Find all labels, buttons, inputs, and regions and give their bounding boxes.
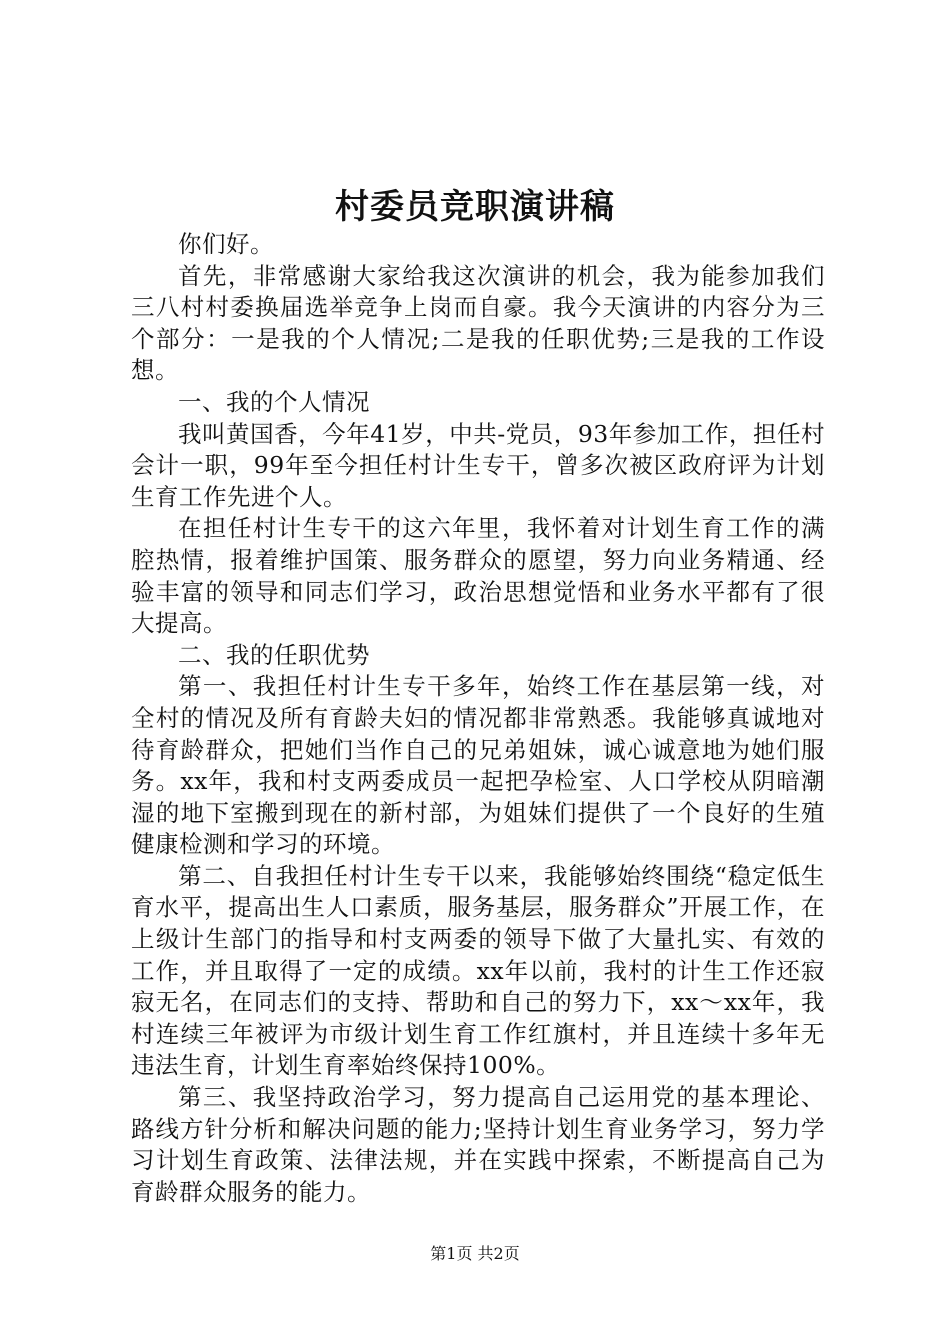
paragraph-greeting: 你们好。 <box>178 230 274 258</box>
paragraph-advantage-3: 第三、我坚持政治学习，努力提高自己运用党的基本理论、路线方针分析和解决问题的能力;坚持计划生育业务学习，努力学习计划生育政策、法律法规，并在实践中探索，不断提高自己为育龄群众服务的能力。 <box>131 1083 825 1206</box>
document-title: 村委员竞职演讲稿 <box>335 187 615 227</box>
paragraph-advantage-2: 第二、自我担任村计生专干以来，我能够始终围绕“稳定低生育水平，提高出生人口素质，服务基层，服务群众”开展工作，在上级计生部门的指导和村支两委的领导下做了大量扎实、有效的工作，并且取得了一定的成绩。xx年以前，我村的计生工作还寂寂无名，在同志们的支持、帮助和自己的努力下，xx～xx年，我村连续三年被评为市级计划生育工作红旗村，并且连续十多年无违法生育，计划生育率始终保持100%。 <box>131 861 825 1080</box>
section-heading-personal: 一、我的个人情况 <box>178 387 370 416</box>
paragraph-advantage-1: 第一、我担任村计生专干多年，始终工作在基层第一线，对全村的情况及所有育龄夫妇的情况都非常熟悉。我能够真诚地对待育龄群众，把她们当作自己的兄弟姐妹，诚心诚意地为她们服务。xx年，我和村支两委成员一起把孕检室、人口学校从阴暗潮湿的地下室搬到现在的新村部，为姐妹们提供了一个良好的生殖健康检测和学习的环境。 <box>131 672 825 859</box>
paragraph-personal-growth: 在担任村计生专干的这六年里，我怀着对计划生育工作的满腔热情，报着维护国策、服务群众的愿望，努力向业务精通、经验丰富的领导和同志们学习，政治思想觉悟和业务水平都有了很大提高。 <box>131 514 825 638</box>
page-number-footer: 第1页 共2页 <box>430 1244 520 1263</box>
paragraph-personal-info: 我叫黄国香，今年41岁，中共-党员，93年参加工作，担任村会计一职，99年至今担任村计生专干，曾多次被区政府评为计划生育工作先进个人。 <box>131 419 825 511</box>
paragraph-intro: 首先，非常感谢大家给我这次演讲的机会，我为能参加我们三八村村委换届选举竞争上岗而自豪。我今天演讲的内容分为三个部分：一是我的个人情况;二是我的任职优势;三是我的工作设想。 <box>131 261 825 385</box>
section-heading-advantages: 二、我的任职优势 <box>178 640 370 669</box>
document-body <box>131 229 825 1208</box>
